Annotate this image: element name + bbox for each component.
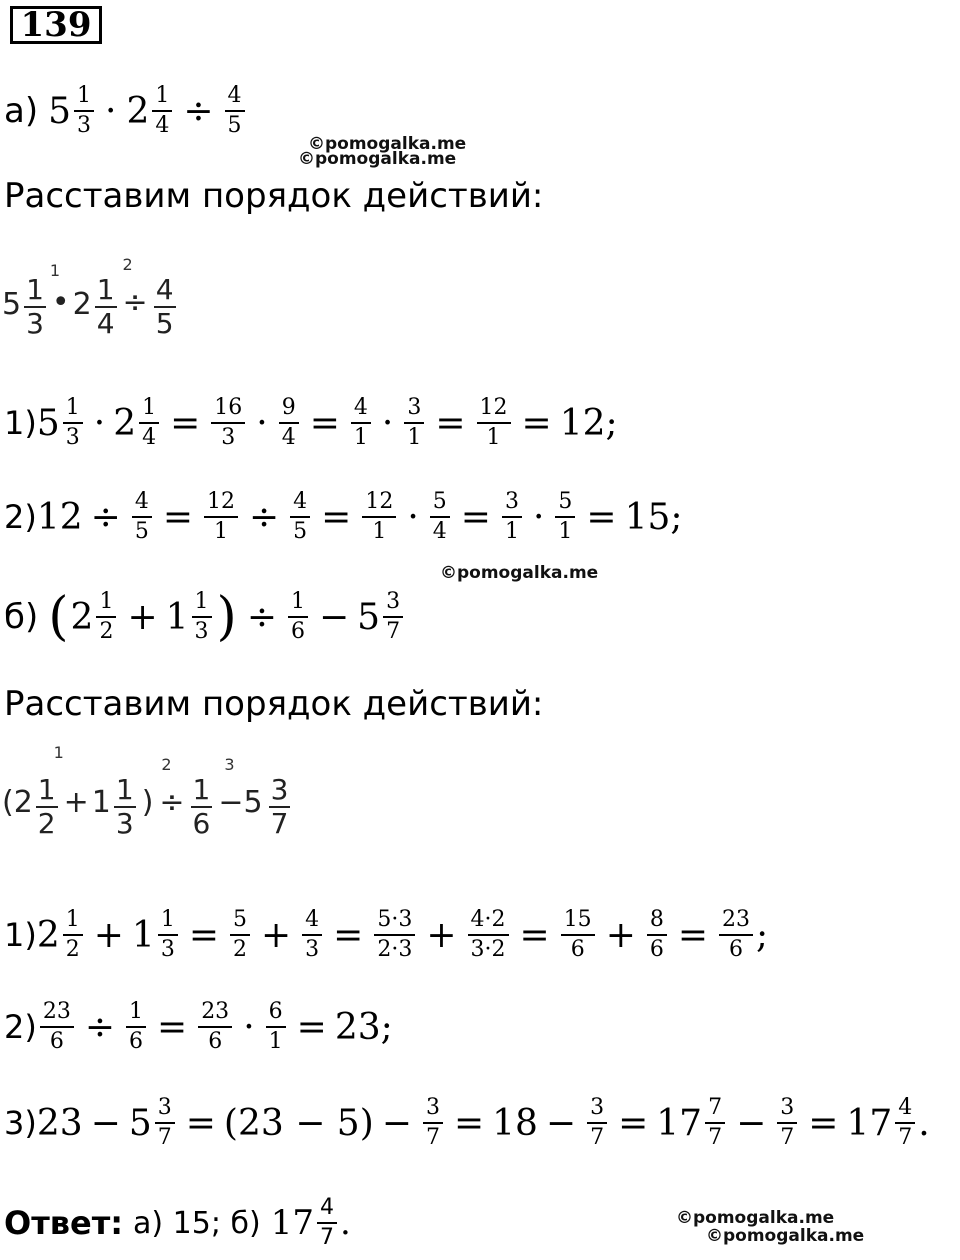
- step-number: 1: [53, 743, 64, 762]
- answer-line: Ответ: а) 15; б) 17 $\frac{4}{7}$ .: [4, 1195, 351, 1250]
- fraction: $\frac{4}{5}$: [225, 84, 245, 138]
- part-b-step-3: 3) 23 − 5 $\frac{3}{7}$ = (23 − 5) − $\frac{3}{7}$ = 18 − $\frac{3}{7}$ = 17 $\frac{7}{7}$ − $\frac{3}{7}$ = 17 $\frac{4}{7}$ .: [4, 1095, 930, 1150]
- step-number: 2: [122, 255, 133, 274]
- part-b-label: б): [4, 597, 39, 637]
- fraction: $\frac{1}{4}$: [96, 273, 115, 340]
- fraction: $\frac{4}{5}$: [155, 273, 174, 340]
- fraction: $\frac{4}{7}$: [317, 1196, 337, 1250]
- part-b-step-1: 1) 2 $\frac{1}{2}$ + 1 $\frac{1}{3}$ = $\frac{5}{2}$ + $\frac{4}{3}$ = $\frac{5\cdot 3}{2\cdot 3}$ + $\frac{4\cdot 2}{3\cdot 2}$ = $\frac{15}{6}$ + $\frac{8}{6}$ = $\frac{23}{6}$ ;: [4, 907, 769, 962]
- watermark: ©pomogalka.me: [308, 134, 467, 154]
- part-a-expression: а) 5 $\frac{1}{3}$ · 2 $\frac{1}{4}$ ÷ $\frac{4}{5}$: [4, 84, 248, 138]
- part-b-step-2: 2) $\frac{23}{6}$ ÷ $\frac{1}{6}$ = $\frac{23}{6}$ · $\frac{6}{1}$ = 23;: [4, 999, 393, 1054]
- part-a-order-expression: 5 $\frac{1}{3}$ 1 • 2 $\frac{1}{4}$ 2 ÷ $\frac{4}{5}$: [2, 255, 174, 340]
- watermark: ©pomogalka.me: [440, 563, 599, 583]
- step-number: 3: [224, 755, 235, 774]
- step-number: 2: [161, 755, 172, 774]
- answer-label: Ответ:: [4, 1204, 124, 1242]
- part-a-label: а): [4, 91, 39, 131]
- watermark: ©pomogalka.me: [298, 149, 457, 169]
- order-heading-b: Расставим порядок действий:: [4, 684, 544, 724]
- step-number: 1: [49, 261, 61, 280]
- order-heading-a: Расставим порядок действий:: [4, 176, 544, 216]
- watermark: ©pomogalka.me: [706, 1226, 865, 1246]
- part-b-order-expression: (2 $\frac{1}{2}$ 1 + 1 $\frac{1}{3}$ ) 2 ÷ $\frac{1}{6}$ 3 −5 $\frac{3}{7}$: [2, 743, 289, 840]
- watermark: ©pomogalka.me: [676, 1208, 835, 1228]
- part-a-step-1: 1) 5 $\frac{1}{3}$ · 2 $\frac{1}{4}$ = $\frac{16}{3}$ · $\frac{9}{4}$ = $\frac{4}{1}$ · $\frac{3}{1}$ = $\frac{12}{1}$ = 12;: [4, 395, 618, 450]
- part-a-step-2: 2) 12 ÷ $\frac{4}{5}$ = $\frac{12}{1}$ ÷ $\frac{4}{5}$ = $\frac{12}{1}$ · $\frac{5}{4}$ = $\frac{3}{1}$ · $\frac{5}{1}$ = 15;: [4, 489, 683, 544]
- problem-number: 139: [10, 6, 102, 44]
- fraction: $\frac{1}{3}$: [74, 84, 94, 138]
- fraction: $\frac{1}{4}$: [152, 84, 172, 138]
- part-b-expression: б) ( 2 $\frac{1}{2}$ + 1 $\frac{1}{3}$ ) ÷ $\frac{1}{6}$ − 5 $\frac{3}{7}$: [4, 590, 406, 644]
- fraction: $\frac{1}{3}$: [26, 273, 44, 340]
